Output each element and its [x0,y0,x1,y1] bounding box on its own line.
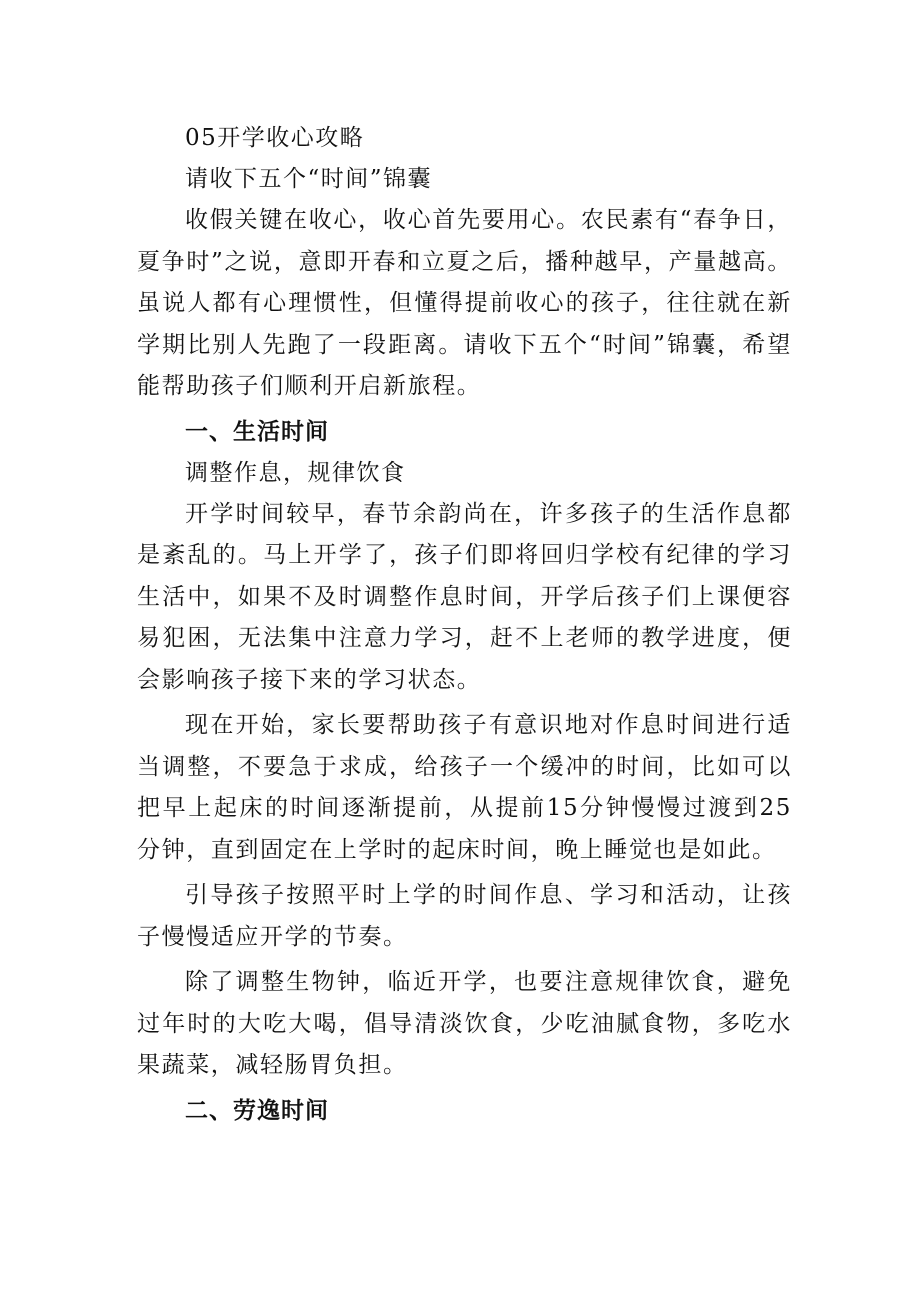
intro-subtitle: 请收下五个“时间”锦囊 [185,166,433,192]
section-heading-life-time: 一、生活时间 [185,418,329,445]
document-body [137,118,792,1132]
body-paragraph: 除了调整生物钟，临近开学，也要注意规律饮食，避免过年时的大吃大喝，倡导清淡饮食，少吃油腻食物，多吃水果蔬菜，减轻肠胃负担。 [137,969,792,1078]
intro-title: 05开学收心攻略 [185,125,365,151]
body-paragraph: 现在开始，家长要帮助孩子有意识地对作息时间进行适当调整，不要急于求成，给孩子一个缓冲的时间，比如可以把早上起床的时间逐渐提前，从提前15分钟慢慢过渡到25分钟，直到固定在上学时的起床时间，晚上睡觉也是如此。 [137,712,792,863]
section-heading-rest-time: 二、劳逸时间 [185,1097,329,1124]
intro-paragraph: 收假关键在收心，收心首先要用心。农民素有“春争日，夏争时”之说，意即开春和立夏之后，播种越早，产量越高。虽说人都有心理惯性，但懂得提前收心的孩子，往往就在新学期比别人先跑了一段距离。请收下五个“时间”锦囊，希望能帮助孩子们顺利开启新旅程。 [137,207,792,399]
body-paragraph: 引导孩子按照平时上学的时间作息、学习和活动，让孩子慢慢适应开学的节奏。 [137,882,792,950]
body-paragraph: 开学时间较早，春节余韵尚在，许多孩子的生活作息都是紊乱的。马上开学了，孩子们即将回归学校有纪律的学习生活中，如果不及时调整作息时间，开学后孩子们上课便容易犯困，无法集中注意力学习，赶不上老师的教学进度，便会影响孩子接下来的学习状态。 [137,500,792,693]
section-subheading-routine: 调整作息，规律饮食 [185,459,406,486]
